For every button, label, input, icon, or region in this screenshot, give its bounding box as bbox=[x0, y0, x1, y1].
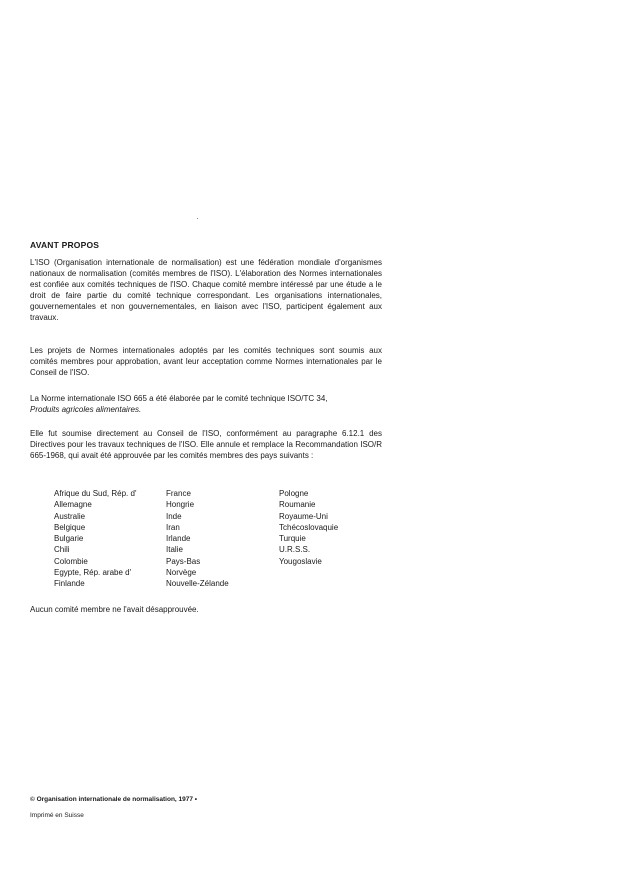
country-item: Inde bbox=[166, 511, 182, 521]
country-item: Turquie bbox=[279, 534, 306, 544]
country-item: Afrique du Sud, Rép. d' bbox=[54, 489, 137, 498]
country-item: U.R.S.S. bbox=[279, 545, 311, 555]
country-item: Hongrie bbox=[166, 500, 195, 510]
country-item: Tchécoslovaquie bbox=[279, 522, 339, 532]
country-item: Yougoslavie bbox=[279, 556, 322, 566]
country-item: Australie bbox=[54, 511, 86, 521]
country-item: Roumanie bbox=[279, 500, 316, 510]
country-item: Norvège bbox=[166, 568, 197, 578]
closing-statement: Aucun comité membre ne l'avait désapprouvée. bbox=[30, 605, 199, 614]
country-item: Colombie bbox=[54, 556, 88, 566]
country-item: Finlande bbox=[54, 579, 85, 589]
paragraph-draft-standards: Les projets de Normes internationales adoptés par les comités techniques sont soumis aux comités membres pour approbation, avant leur acceptation comme Normes internationales par le Conseil de l'ISO. bbox=[30, 346, 382, 377]
country-item: Belgique bbox=[54, 522, 86, 532]
country-item: Pays-Bas bbox=[166, 556, 201, 566]
country-column-3 bbox=[279, 488, 338, 567]
scan-speck bbox=[197, 218, 198, 219]
country-item: Allemagne bbox=[54, 500, 92, 510]
country-item: Royaume-Uni bbox=[279, 511, 328, 521]
country-item: Chili bbox=[54, 545, 70, 555]
technical-committee-title: Produits agricoles alimentaires. bbox=[30, 405, 142, 414]
country-item: France bbox=[166, 489, 191, 498]
country-column-2 bbox=[166, 488, 229, 590]
country-item: Iran bbox=[166, 522, 180, 532]
paragraph-iso-intro: L'ISO (Organisation internationale de normalisation) est une fédération mondiale d'organismes nationaux de normalisation (comités membres de l'ISO). L'élaboration des Normes internationales est confiée aux comités techniques de l'ISO. Chaque comité membre intéressé par une étude a le droit de faire partie du comité technique correspondant. Les organisations internationales, gouvernementales et non gouvernementales, en liaison avec l'ISO, participent également aux travaux. bbox=[30, 258, 382, 322]
paragraph-standard-origin-text: La Norme internationale ISO 665 a été élaborée par le comité technique ISO/TC 34, bbox=[30, 394, 328, 403]
country-item: Egypte, Rép. arabe d' bbox=[54, 568, 132, 578]
copyright-notice: © Organisation internationale de normalisation, 1977 • bbox=[30, 796, 198, 803]
printed-in-notice: Imprimé en Suisse bbox=[30, 812, 84, 819]
foreword-heading: AVANT PROPOS bbox=[30, 240, 100, 250]
country-item: Irlande bbox=[166, 534, 191, 544]
country-item: Italie bbox=[166, 545, 183, 555]
paragraph-standard-origin bbox=[30, 393, 382, 415]
country-column-1 bbox=[54, 488, 136, 590]
paragraph-approval: Elle fut soumise directement au Conseil de l'ISO, conformément au paragraphe 6.12.1 des Directives pour les travaux techniques de l'ISO. Elle annule et remplace la Recommandation ISO/R 665-1968, qui avait été approuvée par les comités membres des pays suivants : bbox=[30, 429, 382, 460]
country-item: Nouvelle-Zélande bbox=[166, 579, 229, 589]
country-item: Pologne bbox=[279, 489, 309, 498]
country-list bbox=[0, 488, 622, 598]
country-item: Bulgarie bbox=[54, 534, 84, 544]
